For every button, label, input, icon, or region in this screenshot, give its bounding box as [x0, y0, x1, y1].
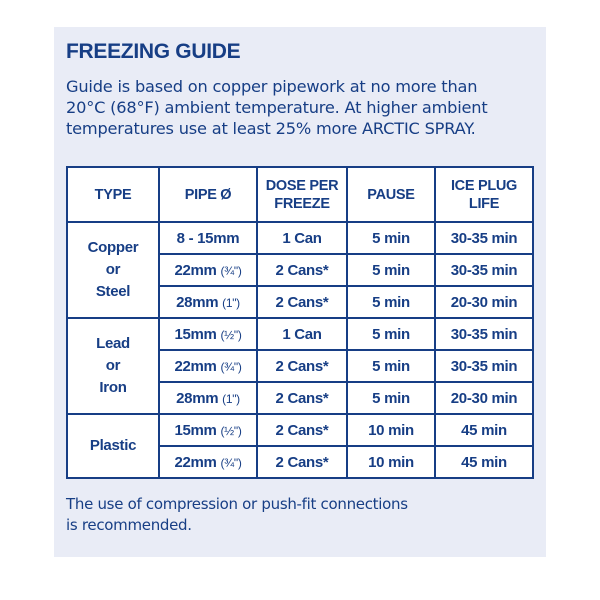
header-life: [435, 167, 533, 222]
life-cell: 45 min: [435, 446, 533, 478]
dose-cell: 2 Cans*: [257, 286, 347, 318]
life-cell: 45 min: [435, 414, 533, 446]
pipe-inch-size: (¾"): [220, 359, 242, 374]
pause-cell: 10 min: [347, 446, 435, 478]
pipe-cell: [159, 382, 257, 414]
pipe-cell: [159, 222, 257, 254]
life-cell: 30-35 min: [435, 222, 533, 254]
pipe-inch-size: (½"): [220, 327, 242, 342]
life-cell: 20-30 min: [435, 382, 533, 414]
type-cell: [67, 414, 159, 478]
table-body: [67, 222, 533, 478]
pipe-size: 22mm: [174, 453, 217, 471]
table-row: [67, 318, 533, 350]
pipe-size: 22mm: [174, 357, 217, 375]
pipe-cell: [159, 446, 257, 478]
dose-cell: 1 Can: [257, 318, 347, 350]
pipe-inch-size: (¾"): [220, 263, 242, 278]
table-row: [67, 222, 533, 254]
intro-line: Guide is based on copper pipework at no more than: [66, 77, 478, 96]
pipe-inch-size: (1"): [222, 391, 240, 406]
intro-line: temperatures use at least 25% more ARCTIC SPRAY.: [66, 119, 476, 138]
type-label-line: or: [105, 261, 121, 278]
header-dose: [257, 167, 347, 222]
pipe-size: 8 - 15mm: [176, 229, 240, 247]
pipe-cell: [159, 350, 257, 382]
pipe-size: 28mm: [176, 293, 219, 311]
pipe-cell: [159, 286, 257, 318]
header-life-line: LIFE: [468, 195, 500, 212]
header-dose-line: DOSE PER: [265, 177, 339, 194]
pipe-size: 15mm: [174, 421, 217, 439]
pipe-inch-size: (¾"): [220, 455, 242, 470]
life-cell: 30-35 min: [435, 318, 533, 350]
type-cell: [67, 318, 159, 414]
pause-cell: 5 min: [347, 382, 435, 414]
dose-cell: 2 Cans*: [257, 446, 347, 478]
pipe-inch-size: (½"): [220, 423, 242, 438]
pipe-cell: [159, 414, 257, 446]
pipe-inch-size: (1"): [222, 295, 240, 310]
type-label-line: Copper: [87, 239, 139, 256]
pause-cell: 5 min: [347, 318, 435, 350]
intro-line: 20°C (68°F) ambient temperature. At higher ambient: [66, 98, 488, 117]
life-cell: 20-30 min: [435, 286, 533, 318]
intro-text: [66, 76, 544, 139]
type-cell: [67, 222, 159, 318]
header-pipe: PIPE Ø: [159, 167, 257, 222]
pause-cell: 5 min: [347, 222, 435, 254]
pause-cell: 5 min: [347, 286, 435, 318]
freezing-guide-table: [66, 166, 534, 479]
header-pause: PAUSE: [347, 167, 435, 222]
pause-cell: 10 min: [347, 414, 435, 446]
pipe-size: 28mm: [176, 389, 219, 407]
pause-cell: 5 min: [347, 254, 435, 286]
header-dose-line: FREEZE: [274, 195, 330, 212]
type-label-line: Lead: [96, 335, 130, 352]
dose-cell: 2 Cans*: [257, 414, 347, 446]
table-row: [67, 414, 533, 446]
type-label-line: or: [105, 357, 121, 374]
pipe-cell: [159, 254, 257, 286]
dose-cell: 1 Can: [257, 222, 347, 254]
header-life-line: ICE PLUG: [450, 177, 518, 194]
footer-line: is recommended.: [66, 516, 192, 534]
dose-cell: 2 Cans*: [257, 350, 347, 382]
header-type: TYPE: [67, 167, 159, 222]
pause-cell: 5 min: [347, 350, 435, 382]
dose-cell: 2 Cans*: [257, 382, 347, 414]
pipe-size: 22mm: [174, 261, 217, 279]
life-cell: 30-35 min: [435, 350, 533, 382]
pipe-cell: [159, 318, 257, 350]
type-label-line: Iron: [99, 379, 127, 396]
footer-note: [66, 494, 536, 536]
type-label-line: Steel: [95, 283, 131, 300]
life-cell: 30-35 min: [435, 254, 533, 286]
page-title: FREEZING GUIDE: [66, 40, 241, 63]
dose-cell: 2 Cans*: [257, 254, 347, 286]
type-label-line: Plastic: [89, 437, 137, 454]
pipe-size: 15mm: [174, 325, 217, 343]
footer-line: The use of compression or push-fit connections: [66, 495, 408, 513]
